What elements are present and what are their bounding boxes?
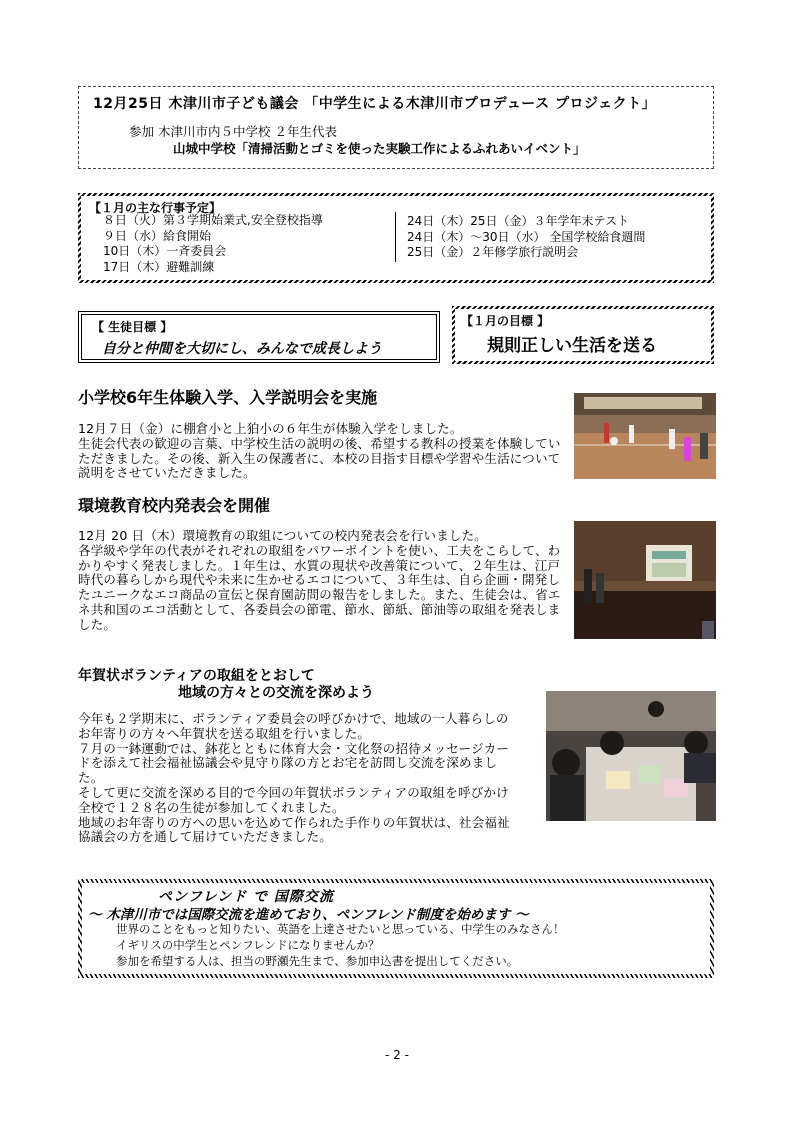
student-goal-text: 自分と仲間を大切にし、みんなで成長しよう <box>102 341 382 357</box>
penfriend-line: イギリスの中学生とペンフレンドになりませんか？ <box>116 938 380 952</box>
schedule-divider <box>395 212 396 262</box>
penfriend-line: 世界のことをもっと知りたい、英語を上達させたいと思っている、中学生のみなさん！ <box>116 922 565 936</box>
schedule-item: ８日（火）第３学期始業式,安全登校指導 <box>103 213 323 227</box>
penfriend-title: ペンフレンド で 国際交流 <box>158 889 334 905</box>
penfriend-body <box>116 921 565 969</box>
article3-heading-line1: 年賀状ボランティアの取組をとおして <box>78 668 315 684</box>
month-goal-text: 規則正しい生活を送る <box>487 336 657 356</box>
card-making-photo <box>546 691 716 821</box>
gym-volleyball-photo <box>574 393 716 479</box>
schedule-heading: 【１月の主な行事予定】 <box>89 201 222 215</box>
presentation-stage-photo <box>574 521 716 639</box>
schedule-right-list <box>407 214 645 261</box>
article1-body: 12月７日（金）に棚倉小と上狛小の６年生が体験入学をしました。 生徒会代表の歓迎の言葉、中学校生活の説明の後、希望する教科の授業を体験していただきました。その後、新入生の保護者に、本校の目指す目標や学習や生活について説明をさせていただきました。 <box>78 421 561 481</box>
penfriend-box <box>78 879 714 978</box>
schedule-box <box>78 193 714 283</box>
article2-body: 12月 20 日（木）環境教育の取組についての校内発表会を行いました。 各学級や学年の代表がそれぞれの取組をパワーポイントを使い、工夫をこらして、わかりやすく発表しました。１年生は、水質の現状や改善策について、２年生は、江戸時代の暮らしから現代や未来に生かせるエコについて、３年生は、自ら企画・開発したユニークなエコ商品の宣伝と保育園訪問の報告をしました。また、生徒会は、省エネ共和国のエコ活動として、各委員会の節電、節水、節紙、節油等の取組を発表しました。 <box>78 528 561 632</box>
schedule-item: 10日（木）一斉委員会 <box>103 244 227 258</box>
article3-body: 今年も２学期末に、ボランティア委員会の呼びかけで、地域の一人暮らしのお年寄りの方々へ年賀状を送る取組を行いました。 ７月の一鉢運動では、鉢花とともに体育大会・文化祭の招待メッセージカードを添えて社会福祉協議会や見守り隊の方とお宅を訪問し交流を深めました。 そして更に交流を深める目的で今回の年賀状ボランティアの取組を呼びかけ全校で１２８名の生徒が参加してくれました。 地域のお年寄りの方への思いを込めて作られた手作りの年賀状は、社会福祉協議会の方を通して届けていただきました。 <box>78 711 510 845</box>
schedule-item: 24日（木）25日（金）３年学年末テスト <box>407 214 630 228</box>
article3-heading-line2: 地域の方々との交流を深めよう <box>178 685 374 701</box>
article2-heading: 環境教育校内発表会を開催 <box>78 496 271 515</box>
article1-heading: 小学校6年生体験入学、入学説明会を実施 <box>78 388 378 407</box>
penfriend-line: 参加を希望する人は、担当の野瀬先生まで、参加申込書を提出してください。 <box>116 954 519 968</box>
schedule-item: 25日（金）２年修学旅行説明会 <box>407 245 579 259</box>
penfriend-subtitle: ～ 木津川市では国際交流を進めており、ペンフレンド制度を始めます ～ <box>88 907 529 923</box>
council-box <box>78 86 714 169</box>
council-participation: 参加 木津川市内５中学校 ２年生代表 <box>129 124 337 139</box>
month-goal-heading: 【１月の目標 】 <box>461 314 550 328</box>
schedule-item: ９日（水）給食開始 <box>103 228 212 243</box>
council-school-project: 山城中学校「清掃活動とゴミを使った実験工作によるふれあいイベント」 <box>173 141 586 156</box>
page-number: - 2 - <box>385 1048 409 1062</box>
student-goal-box <box>78 311 440 363</box>
schedule-item: 17日（木）避難訓練 <box>103 259 215 274</box>
schedule-left-list <box>103 213 323 275</box>
student-goal-heading: 【 生徒目標 】 <box>92 320 173 334</box>
schedule-item: 24日（木）～30日（水） 全国学校給食週間 <box>407 229 646 244</box>
council-title: 12月25日 木津川市子ども議会 「中学生による木津川市プロデュース プロジェクト」 <box>93 96 657 112</box>
month-goal-box <box>452 306 714 364</box>
